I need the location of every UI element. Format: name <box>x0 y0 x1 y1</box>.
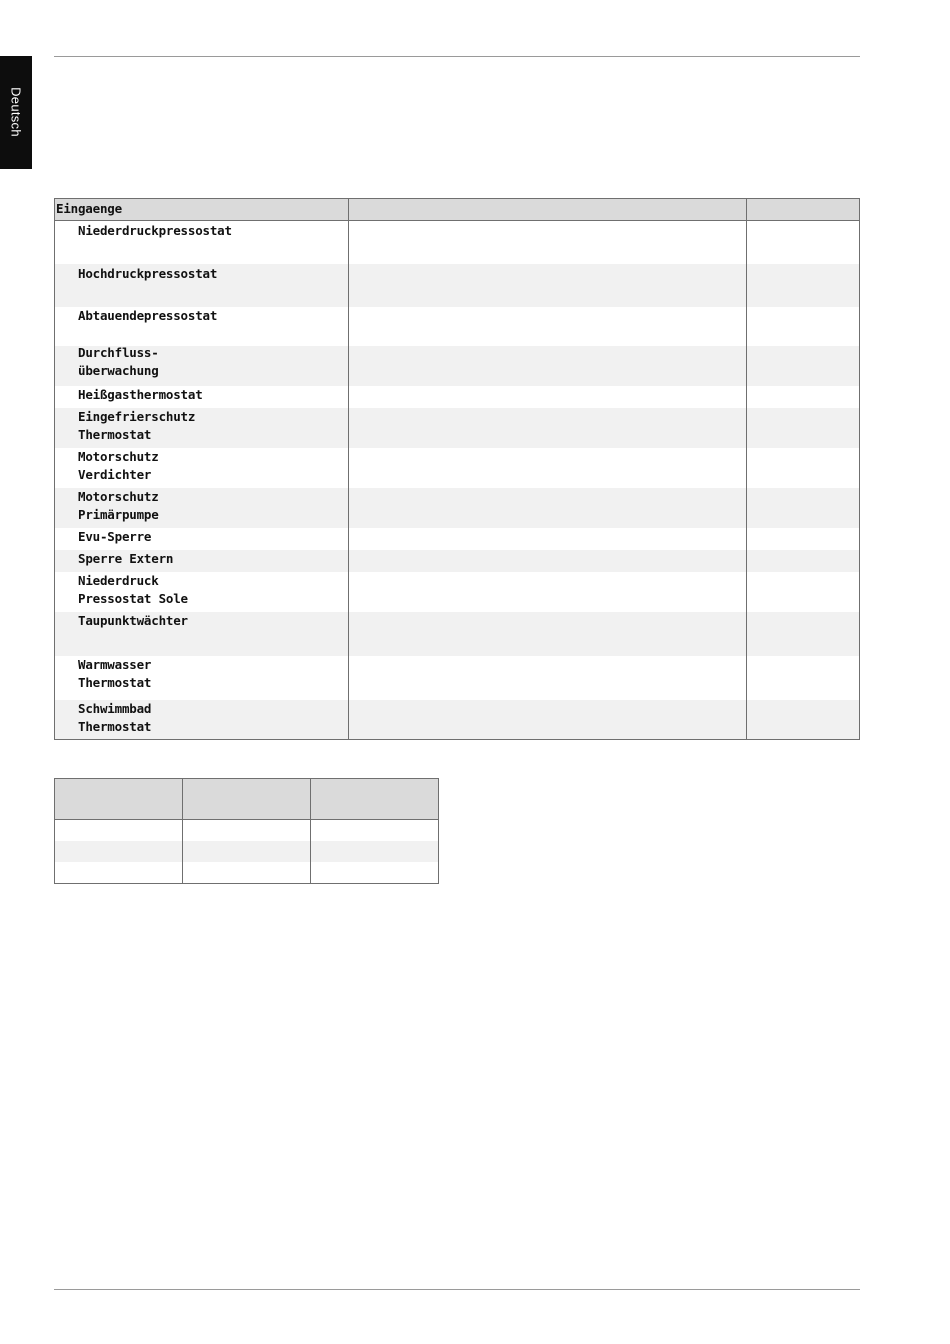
table-row <box>55 820 438 841</box>
table-row <box>55 612 859 656</box>
input-label: Eingefrierschutz Thermostat <box>78 409 196 442</box>
table-row <box>55 307 859 346</box>
column-divider <box>310 779 311 883</box>
table-row <box>55 528 859 550</box>
input-label: Motorschutz Verdichter <box>78 449 159 482</box>
inputs-table-header <box>55 199 859 221</box>
column-divider <box>746 199 747 739</box>
table-row <box>55 264 859 307</box>
table-row <box>55 841 438 862</box>
input-label: Schwimmbad Thermostat <box>78 701 152 734</box>
column-divider <box>182 779 183 883</box>
input-label: Durchfluss- überwachung <box>78 345 159 378</box>
secondary-table-header <box>55 779 438 820</box>
table-row <box>55 408 859 448</box>
inputs-table <box>54 198 860 740</box>
table-row <box>55 656 859 700</box>
secondary-table <box>54 778 439 884</box>
input-label: Niederdruckpressostat <box>78 223 232 238</box>
input-label: Taupunktwächter <box>78 613 188 628</box>
input-label: Abtauendepressostat <box>78 308 218 323</box>
input-label: Sperre Extern <box>78 551 174 566</box>
table-row <box>55 862 438 883</box>
language-tab <box>0 56 32 169</box>
table-row <box>55 221 859 264</box>
table-row <box>55 488 859 528</box>
language-tab-label: Deutsch <box>8 87 24 137</box>
input-label: Warmwasser Thermostat <box>78 657 152 690</box>
input-label: Niederdruck Pressostat Sole <box>78 573 188 606</box>
bottom-rule <box>54 1289 860 1290</box>
inputs-header-col1: Eingaenge <box>56 201 122 216</box>
input-label: Heißgasthermostat <box>78 387 203 402</box>
table-row <box>55 550 859 572</box>
top-rule <box>54 56 860 57</box>
table-row <box>55 700 859 739</box>
table-row <box>55 572 859 612</box>
input-label: Evu-Sperre <box>78 529 152 544</box>
input-label: Hochdruckpressostat <box>78 266 218 281</box>
table-row <box>55 386 859 408</box>
input-label: Motorschutz Primärpumpe <box>78 489 159 522</box>
table-row <box>55 346 859 386</box>
column-divider <box>348 199 349 739</box>
table-row <box>55 448 859 488</box>
